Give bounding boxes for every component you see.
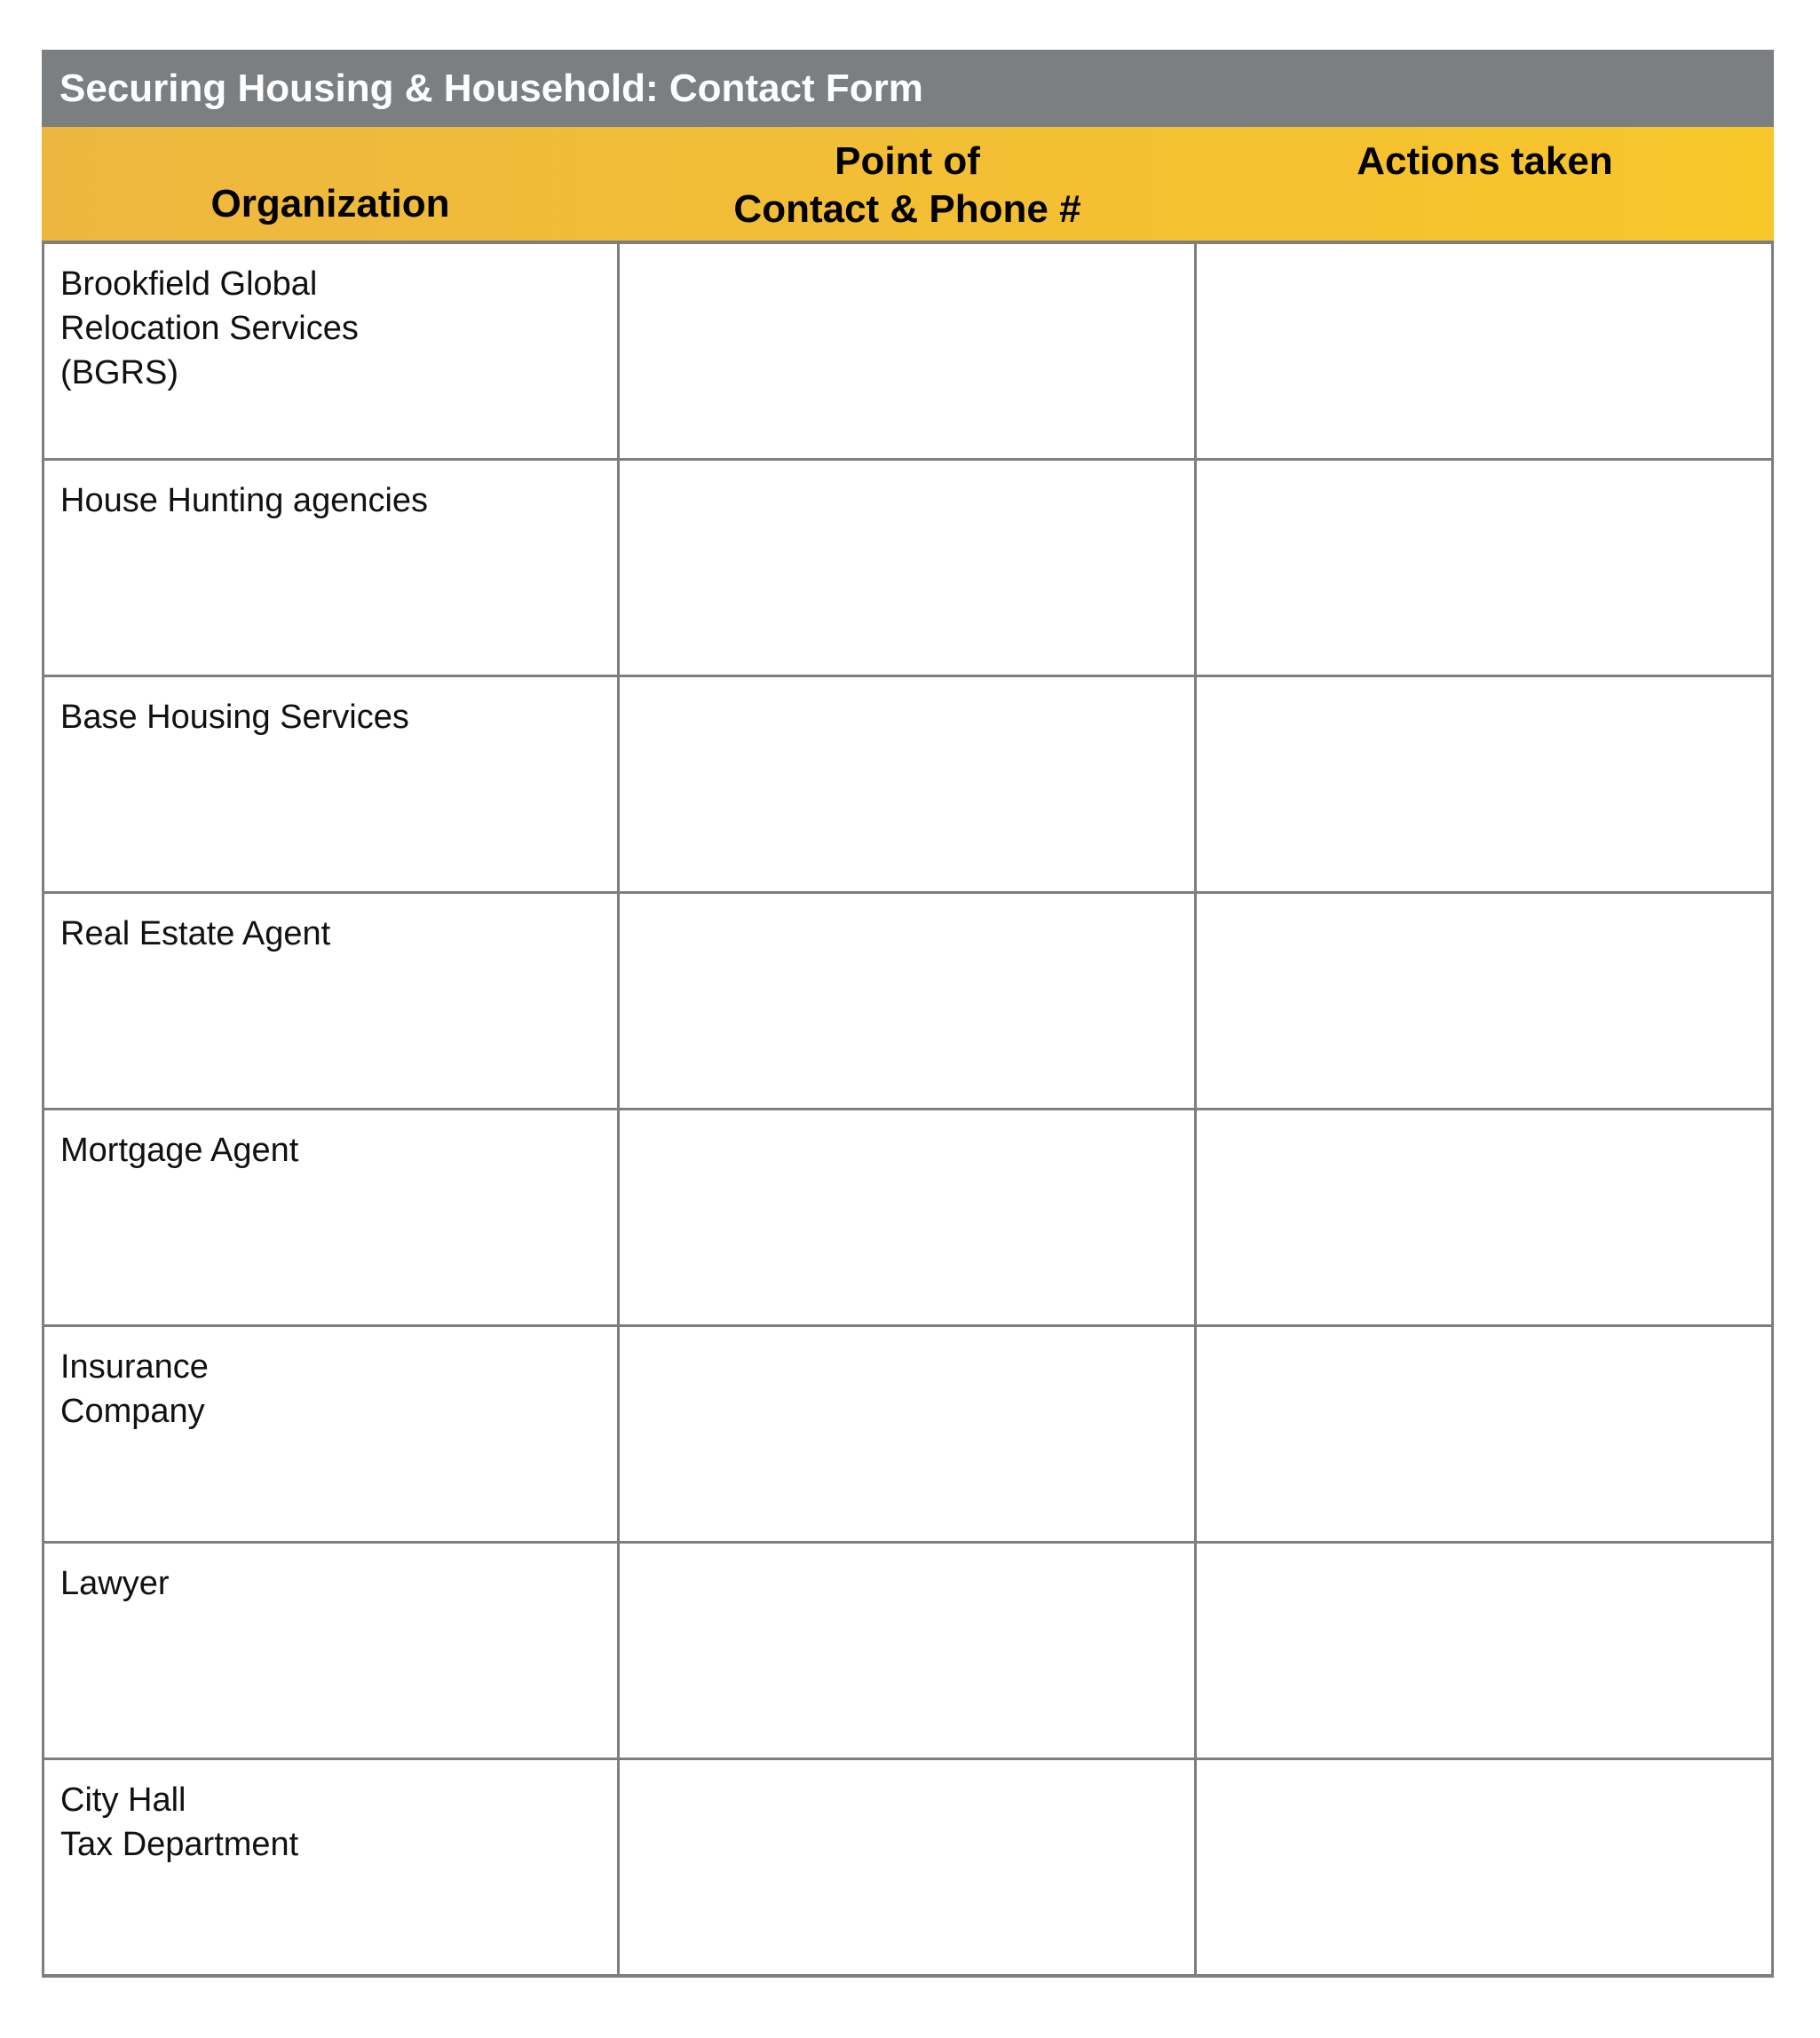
- actions-cell[interactable]: [1197, 461, 1771, 675]
- table-row: [44, 244, 1771, 461]
- table-row: [44, 1110, 1771, 1327]
- contact-cell[interactable]: [620, 894, 1197, 1108]
- actions-cell[interactable]: [1197, 1760, 1771, 1974]
- actions-cell[interactable]: [1197, 894, 1771, 1108]
- table-row: [44, 1327, 1771, 1544]
- organization-cell: City Hall Tax Department: [44, 1760, 620, 1974]
- table-header: [42, 127, 1774, 244]
- column-header-contact: [619, 127, 1196, 241]
- organization-cell: Base Housing Services: [44, 677, 620, 891]
- organization-cell: House Hunting agencies: [44, 461, 620, 675]
- organization-cell: Brookfield Global Relocation Services (BGRS): [44, 244, 620, 458]
- contact-cell[interactable]: [620, 461, 1197, 675]
- actions-cell[interactable]: [1197, 677, 1771, 891]
- table-row: [44, 894, 1771, 1110]
- actions-cell[interactable]: [1197, 1327, 1771, 1541]
- contact-cell[interactable]: [620, 244, 1197, 458]
- column-header-label: Organization: [210, 182, 450, 225]
- actions-cell[interactable]: [1197, 1544, 1771, 1758]
- contact-form: [42, 50, 1774, 1978]
- table-row: [44, 677, 1771, 894]
- table-row: [44, 461, 1771, 677]
- organization-cell: Mortgage Agent: [44, 1110, 620, 1324]
- organization-cell: Insurance Company: [44, 1327, 620, 1541]
- column-header-actions: [1196, 127, 1774, 241]
- contact-cell[interactable]: [620, 1760, 1197, 1974]
- column-header-organization: [42, 127, 619, 241]
- actions-cell[interactable]: [1197, 1110, 1771, 1324]
- column-header-label: Point of Contact & Phone #: [733, 139, 1081, 231]
- column-header-label: Actions taken: [1357, 139, 1613, 183]
- form-title: Securing Housing & Household: Contact Form: [42, 50, 1774, 127]
- table-row: [44, 1760, 1771, 1974]
- organization-cell: Lawyer: [44, 1544, 620, 1758]
- table-row: [44, 1544, 1771, 1760]
- table-body: [42, 244, 1774, 1978]
- contact-cell[interactable]: [620, 1327, 1197, 1541]
- contact-cell[interactable]: [620, 1544, 1197, 1758]
- organization-cell: Real Estate Agent: [44, 894, 620, 1108]
- actions-cell[interactable]: [1197, 244, 1771, 458]
- contact-cell[interactable]: [620, 677, 1197, 891]
- contact-cell[interactable]: [620, 1110, 1197, 1324]
